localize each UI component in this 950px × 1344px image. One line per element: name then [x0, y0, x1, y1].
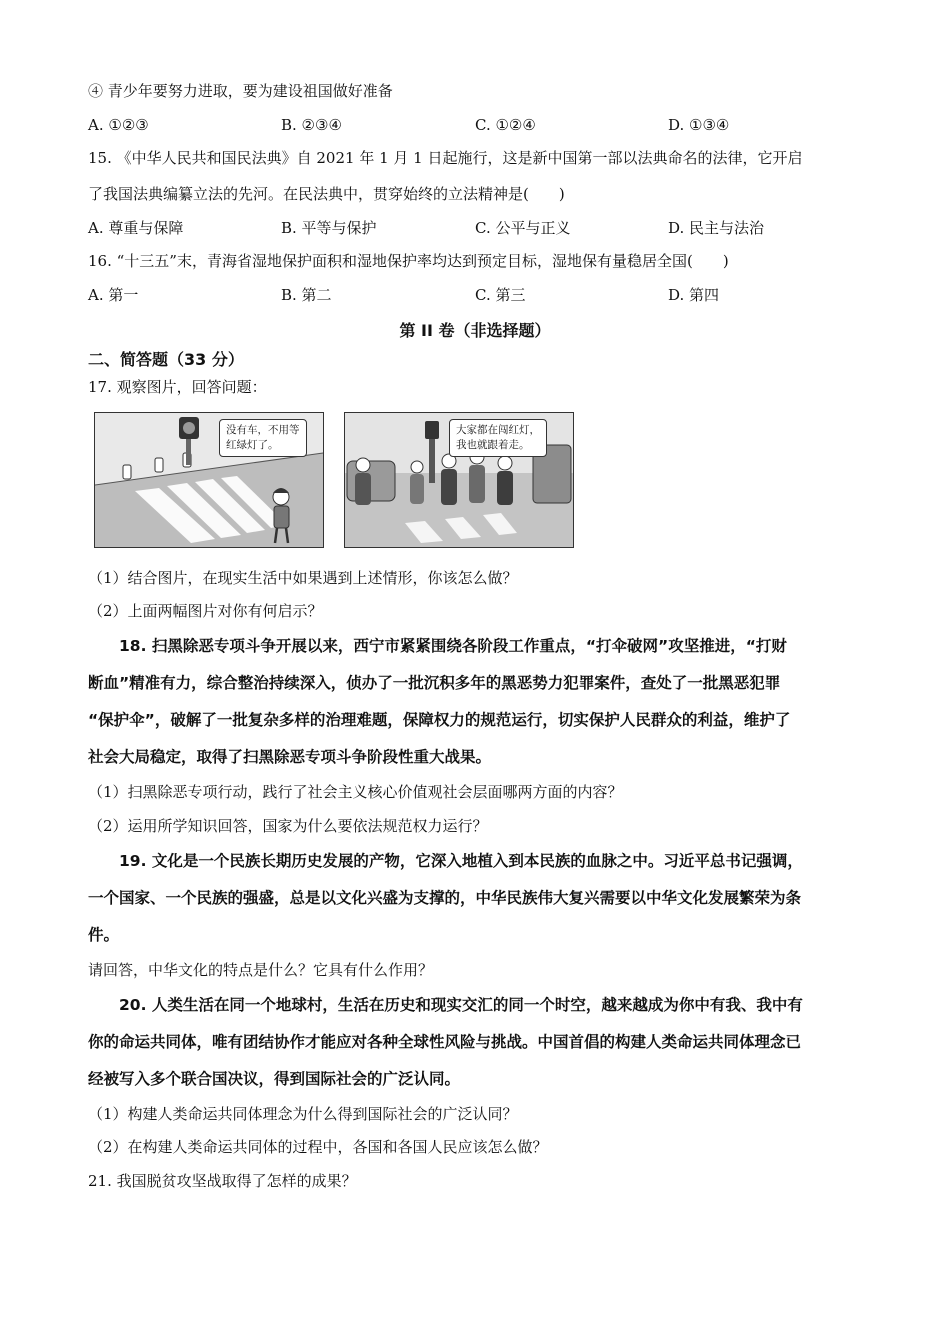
cartoon-crowd-crossing: [344, 412, 574, 548]
q18-para-line4: 社会大局稳定，取得了扫黑除恶专项斗争阶段性重大战果。: [88, 748, 492, 766]
q18-sub1: （1）扫黑除恶专项行动，践行了社会主义核心价值观社会层面哪两方面的内容？: [88, 783, 623, 801]
q15-option-a: A. 尊重与保障: [88, 219, 184, 237]
q15-option-b: B. 平等与保护: [281, 219, 377, 237]
q15-stem-line1: 15. 《中华人民共和国民法典》自 2021 年 1 月 1 日起施行，这是新中国第一部以法典命名的法律，它开启: [88, 149, 803, 167]
q19-question: 请回答，中华文化的特点是什么？它具有什么作用？: [88, 961, 434, 979]
cartoon2-speech-bubble: [449, 419, 547, 457]
q18-para-line3: “保护伞”，破解了一批复杂多样的治理难题，保障权力的规范运行，切实保护人民群众的利益，维护了: [88, 711, 791, 729]
q16-stem: 16. “十三五”末，青海省湿地保护面积和湿地保护率均达到预定目标，湿地保有量稳居全国( ): [88, 252, 729, 270]
q20-para-line3: 经被写入多个联合国决议，得到国际社会的广泛认同。: [88, 1070, 461, 1088]
q17-sub1: （1）结合图片，在现实生活中如果遇到上述情形，你该怎么做？: [88, 569, 518, 587]
q14-option-c: C. ①②④: [475, 116, 536, 134]
q17-stem: 17. 观察图片，回答问题：: [88, 378, 267, 396]
q15-stem-line2: 了我国法典编纂立法的先河。在民法典中，贯穿始终的立法精神是( ): [88, 185, 565, 203]
q14-option-d: D. ①③④: [668, 116, 730, 134]
cartoon1-bubble-line2: 红绿灯了。: [226, 439, 279, 451]
cartoon2-bubble-line2: 我也就跟着走。: [456, 439, 530, 451]
q16-option-a: A. 第一: [88, 286, 139, 304]
section-title: 第 II 卷（非选择题）: [399, 321, 551, 340]
q19-para-line3: 件。: [88, 926, 120, 944]
cartoon1-speech-bubble: [219, 419, 307, 457]
q20-para-line2: 你的命运共同体，唯有团结协作才能应对各种全球性风险与挑战。中国首倡的构建人类命运共同体理念已: [88, 1033, 802, 1051]
q17-sub2: （2）上面两幅图片对你有何启示？: [88, 602, 323, 620]
q16-option-c: C. 第三: [475, 286, 526, 304]
q16-option-b: B. 第二: [281, 286, 332, 304]
q19-para-line2: 一个国家、一个民族的强盛，总是以文化兴盛为支撑的，中华民族伟大复兴需要以中华文化发展繁荣为条: [88, 889, 802, 907]
q19-para-line1: 19. 文化是一个民族长期历史发展的产物，它深入地植入到本民族的血脉之中。习近平总书记强调，: [119, 852, 803, 870]
q20-sub1: （1）构建人类命运共同体理念为什么得到国际社会的广泛认同？: [88, 1105, 518, 1123]
q21-stem: 21. 我国脱贫攻坚战取得了怎样的成果？: [88, 1172, 357, 1190]
section-heading: 二、简答题（33 分）: [88, 350, 244, 369]
cartoon2-bubble-line1: 大家都在闯红灯，: [456, 424, 540, 436]
q18-sub2: （2）运用所学知识回答，国家为什么要依法规范权力运行？: [88, 817, 488, 835]
q20-sub2: （2）在构建人类命运共同体的过程中，各国和各国人民应该怎么做？: [88, 1138, 548, 1156]
q14-statement-4: ④ 青少年要努力进取，要为建设祖国做好准备: [88, 82, 393, 100]
cartoon-empty-road: [94, 412, 324, 548]
q18-para-line1: 18. 扫黑除恶专项斗争开展以来，西宁市紧紧围绕各阶段工作重点，“打伞破网”攻坚推进，“打财: [119, 637, 787, 655]
q18-para-line2: 断血”精准有力，综合整治持续深入，侦办了一批沉积多年的黑恶势力犯罪案件，查处了一批黑恶犯罪: [88, 674, 781, 692]
cartoon1-bubble-line1: 没有车，不用等: [226, 424, 300, 436]
q14-option-a: A. ①②③: [88, 116, 149, 134]
q14-option-b: B. ②③④: [281, 116, 342, 134]
q15-option-d: D. 民主与法治: [668, 219, 765, 237]
q15-option-c: C. 公平与正义: [475, 219, 571, 237]
q20-para-line1: 20. 人类生活在同一个地球村，生活在历史和现实交汇的同一个时空，越来越成为你中有我、我中有: [119, 996, 803, 1014]
q16-option-d: D. 第四: [668, 286, 720, 304]
